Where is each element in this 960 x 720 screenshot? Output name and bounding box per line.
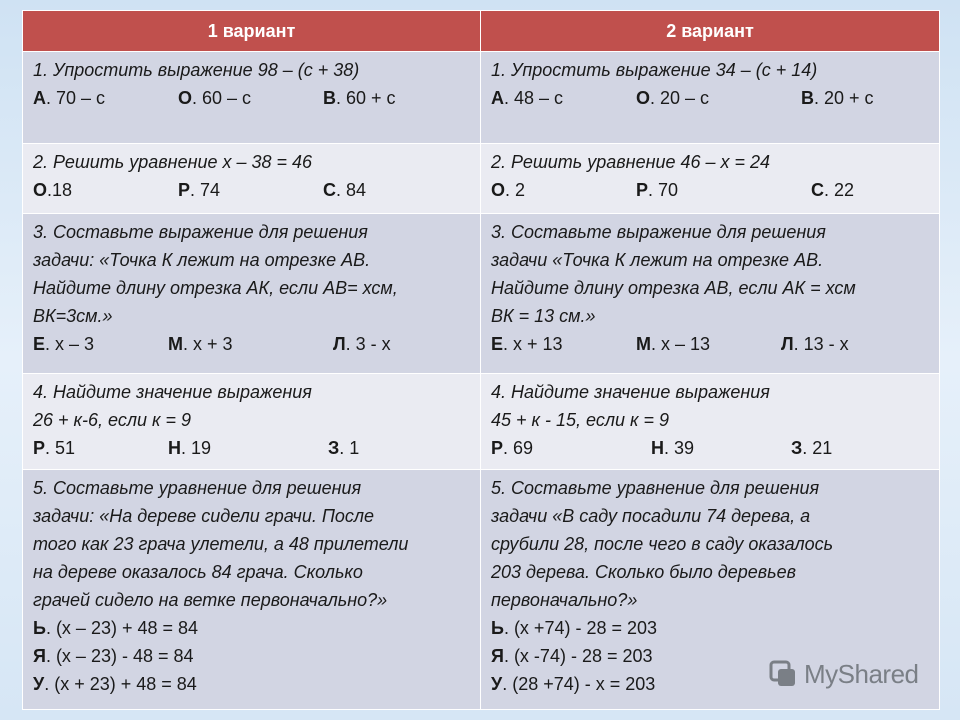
- task-cell-v1: [23, 470, 481, 710]
- variants-table: [22, 10, 940, 710]
- answer-option: [328, 434, 359, 462]
- answer-value: . 3 - х: [345, 334, 391, 354]
- answer-option: [491, 614, 929, 642]
- answer-value: . 1: [339, 438, 360, 458]
- answer-option: [491, 330, 563, 358]
- answer-letter: А: [491, 88, 504, 108]
- answer-value: .18: [47, 180, 73, 200]
- answer-value: . 48 – с: [504, 88, 564, 108]
- answer-value: . 22: [824, 180, 855, 200]
- answer-letter: Ь: [491, 618, 504, 638]
- answer-letter: О: [491, 180, 506, 200]
- answer-letter: В: [323, 88, 336, 108]
- answer-value: . х + 13: [503, 334, 563, 354]
- task-text-line: 4. Найдите значение выражения: [491, 382, 770, 402]
- answer-letter: Я: [33, 646, 46, 666]
- task-row: [23, 214, 940, 374]
- task-text-line: Найдите длину отрезка АВ, если АК = хсм: [491, 278, 856, 298]
- answer-option: [168, 330, 233, 358]
- answer-options: [491, 176, 929, 204]
- answer-value: . 21: [802, 438, 833, 458]
- answer-letter: О: [178, 88, 193, 108]
- answer-letter: Е: [491, 334, 504, 354]
- answer-letter: Л: [781, 334, 794, 354]
- answer-option: [323, 176, 366, 204]
- worksheet: [22, 10, 939, 710]
- task-text-line: 3. Составьте выражение для решения: [491, 222, 826, 242]
- answer-options: [33, 434, 470, 462]
- answer-option: [33, 330, 94, 358]
- answer-letter: У: [33, 674, 45, 694]
- answer-value: . 74: [190, 180, 221, 200]
- answer-value: . 19: [181, 438, 212, 458]
- answer-value: . 2: [505, 180, 526, 200]
- answer-option: [491, 176, 525, 204]
- task-text-line: 3. Составьте выражение для решения: [33, 222, 368, 242]
- answer-letter: В: [801, 88, 814, 108]
- task-cell-v1: [23, 144, 481, 214]
- task-text-line: 45 + к - 15, если к = 9: [491, 410, 670, 430]
- variant-2-header: 2 вариант: [481, 11, 940, 52]
- answer-letter: Н: [651, 438, 664, 458]
- task-cell-v1: [23, 374, 481, 470]
- answer-option: [636, 176, 678, 204]
- answer-value: . 20 + с: [814, 88, 874, 108]
- answer-letter: О: [33, 180, 48, 200]
- answer-letter: Л: [333, 334, 346, 354]
- answer-options: [33, 330, 470, 358]
- task-text-line: 4. Найдите значение выражения: [33, 382, 312, 402]
- task-text-line: 5. Составьте уравнение для решения: [33, 478, 362, 498]
- task-text-line: грачей сидело на ветке первоначально?»: [33, 590, 388, 610]
- watermark-text: MyShared: [804, 658, 919, 689]
- answer-option: [791, 434, 832, 462]
- task-text-line: 26 + к-6, если к = 9: [33, 410, 192, 430]
- answer-value: . 69: [503, 438, 534, 458]
- task-text-line: Найдите длину отрезка АК, если АВ= хсм,: [33, 278, 398, 298]
- answer-value: . х – 13: [651, 334, 711, 354]
- answer-letter: Н: [168, 438, 181, 458]
- answer-option: [33, 670, 470, 698]
- answer-letter: С: [323, 180, 336, 200]
- answer-option: [178, 84, 251, 112]
- answer-value: . 70: [648, 180, 679, 200]
- task-cell-v2: [481, 52, 940, 144]
- answer-value: . 60 – с: [192, 88, 252, 108]
- answer-value: . (х – 23) + 48 = 84: [45, 618, 199, 638]
- task-cell-v1: [23, 52, 481, 144]
- task-text-line: того как 23 грача улетели, а 48 прилетели: [33, 534, 409, 554]
- task-text-line: ВК = 13 см.»: [491, 306, 596, 326]
- answer-option: [168, 434, 211, 462]
- task-cell-v2: [481, 144, 940, 214]
- myshared-logo-icon: [768, 659, 798, 689]
- task-text-line: задачи «В саду посадили 74 дерева, а: [491, 506, 811, 526]
- task-text-line: задачи «Точка К лежит на отрезке АВ.: [491, 250, 824, 270]
- answer-options: [491, 330, 929, 358]
- answer-letter: Я: [491, 646, 504, 666]
- answer-option: [333, 330, 391, 358]
- answer-value: . х – 3: [45, 334, 95, 354]
- task-row: [23, 52, 940, 144]
- task-text-line: на дереве оказалось 84 грача. Сколько: [33, 562, 363, 582]
- answer-letter: С: [811, 180, 824, 200]
- answer-value: . (х + 23) + 48 = 84: [44, 674, 197, 694]
- answer-options: [33, 176, 470, 204]
- answer-option: [33, 614, 470, 642]
- task-cell-v2: [481, 374, 940, 470]
- task-text-line: 1. Упростить выражение 34 – (с + 14): [491, 60, 818, 80]
- answer-letter: З: [328, 438, 340, 458]
- answer-letter: О: [636, 88, 651, 108]
- answer-option: [33, 84, 105, 112]
- answer-value: . 60 + с: [336, 88, 396, 108]
- answer-option: [801, 84, 874, 112]
- task-text-line: 203 дерева. Сколько было деревьев: [491, 562, 797, 582]
- answer-letter: М: [636, 334, 651, 354]
- task-text-line: 2. Решить уравнение х – 38 = 46: [33, 152, 313, 172]
- task-cell-v1: [23, 214, 481, 374]
- answer-letter: А: [33, 88, 46, 108]
- watermark: [768, 654, 928, 694]
- task-text-line: срубили 28, после чего в саду оказалось: [491, 534, 834, 554]
- answer-value: . (х – 23) - 48 = 84: [45, 646, 194, 666]
- answer-option: [636, 84, 709, 112]
- task-text-line: первоначально?»: [491, 590, 638, 610]
- answer-letter: Е: [33, 334, 46, 354]
- answer-letter: З: [791, 438, 803, 458]
- task-text-line: задачи: «Точка К лежит на отрезке АВ.: [33, 250, 371, 270]
- task-text-line: 1. Упростить выражение 98 – (с + 38): [33, 60, 360, 80]
- answer-value: . (28 +74) - х = 203: [502, 674, 656, 694]
- answer-option: [323, 84, 396, 112]
- answer-option: [811, 176, 854, 204]
- answer-option: [33, 176, 72, 204]
- answer-value: . х + 3: [183, 334, 233, 354]
- answer-option: [491, 434, 533, 462]
- answer-option: [651, 434, 694, 462]
- variant-1-header: 1 вариант: [23, 11, 481, 52]
- task-row: [23, 374, 940, 470]
- task-text-line: задачи: «На дереве сидели грачи. После: [33, 506, 375, 526]
- answer-option: [33, 434, 75, 462]
- answer-value: . 39: [664, 438, 695, 458]
- answer-value: . 70 – с: [46, 88, 106, 108]
- answer-letter: Ь: [33, 618, 46, 638]
- answer-letter: Р: [178, 180, 191, 200]
- answer-option: [178, 176, 220, 204]
- answer-value: . 20 – с: [650, 88, 710, 108]
- task-text-line: 5. Составьте уравнение для решения: [491, 478, 820, 498]
- answer-value: . (х -74) - 28 = 203: [503, 646, 653, 666]
- answer-letter: Р: [636, 180, 649, 200]
- task-text-line: 2. Решить уравнение 46 – х = 24: [491, 152, 771, 172]
- answer-value: . 13 - х: [793, 334, 849, 354]
- answer-options: [33, 84, 470, 112]
- answer-option: [781, 330, 849, 358]
- answer-letter: М: [168, 334, 183, 354]
- task-cell-v2: [481, 214, 940, 374]
- answer-options: [491, 434, 929, 462]
- answer-options: [491, 84, 929, 112]
- answer-option: [33, 642, 470, 670]
- answer-value: . (х +74) - 28 = 203: [503, 618, 658, 638]
- answer-value: . 51: [45, 438, 76, 458]
- answer-letter: Р: [33, 438, 46, 458]
- answer-option: [491, 84, 563, 112]
- answer-letter: У: [491, 674, 503, 694]
- task-text-line: ВК=3см.»: [33, 306, 113, 326]
- task-row: [23, 144, 940, 214]
- answer-letter: Р: [491, 438, 504, 458]
- answer-value: . 84: [336, 180, 367, 200]
- answer-option: [636, 330, 710, 358]
